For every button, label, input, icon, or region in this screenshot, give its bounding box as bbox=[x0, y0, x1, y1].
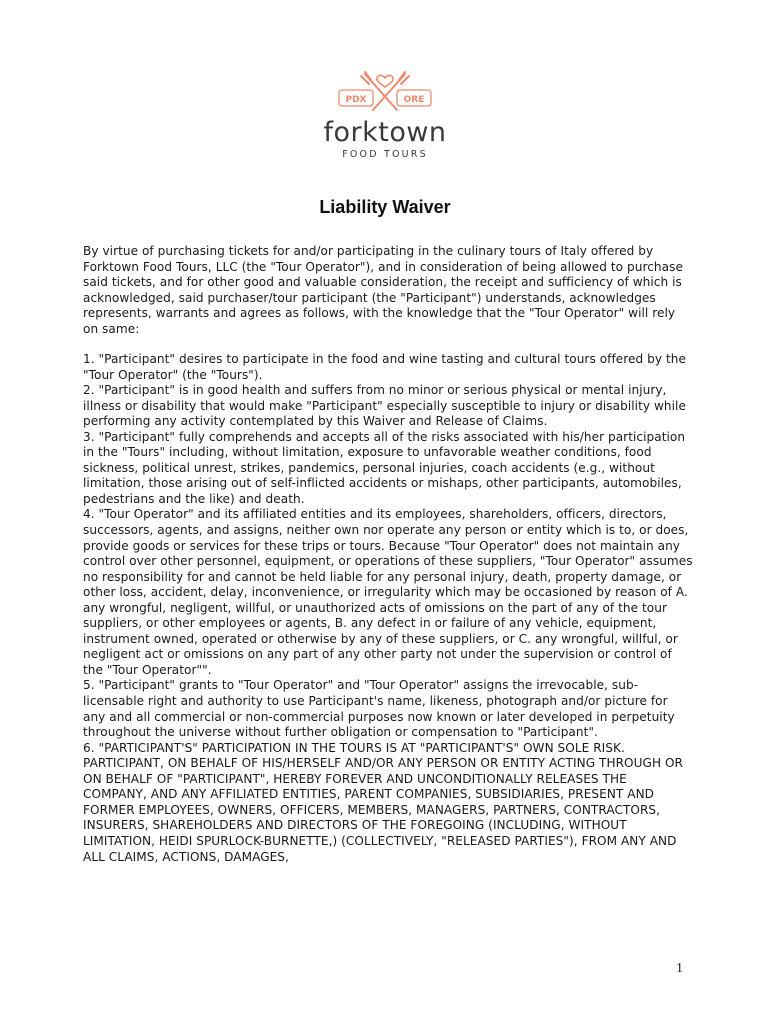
intro-text: By virtue of purchasing tickets for and/or participating in the culinary tours of Italy offered by Forktown Food Tours, LLC (the "Tour Operator"), and in consideration of being allowed to purchase said tickets, and for other good and valuable consideration, the receipt and sufficiency of which is acknowledged, said purchaser/tour participant (the "Participant") understands, acknowledges represents, warrants and agrees as follows, with the knowledge that the "Tour Operator" will rely on same: bbox=[83, 244, 683, 336]
clause-2: 2. "Participant" is in good health and suffers from no minor or serious physical or mental injury, illness or disability that would make "Participant" especially susceptible to injury or disability while performing any activity contemplated by this Waiver and Release of Claims. bbox=[83, 383, 686, 429]
brand-name: forktown bbox=[323, 117, 447, 148]
clause-6: 6. "PARTICIPANT'S" PARTICIPATION IN THE TOURS IS AT "PARTICIPANT'S" OWN SOLE RISK. PARTICIPANT, ON BEHALF OF HIS/HERSELF AND/OR ANY PERSON OR ENTITY ACTING THROUGH OR ON BEHALF OF "PARTICIPANT", HEREBY FOREVER AND UNCONDITIONALLY RELEASES THE COMPANY, AND ANY AFFILIATED ENTITIES, PARENT COMPANIES, SUBSIDIARIES, PRESENT AND FORMER EMPLOYEES, OWNERS, OFFICERS, MEMBERS, MANAGERS, PARTNERS, CONTRACTORS, INSURERS, SHAREHOLDERS AND DIRECTORS OF THE FOREGOING (INCLUDING, WITHOUT LIMITATION, HEIDI SPURLOCK-BURNETTE,) (COLLECTIVELY, "RELEASED PARTIES"), FROM ANY AND ALL CLAIMS, ACTIONS, DAMAGES, bbox=[83, 740, 684, 864]
page-number: 1 bbox=[676, 961, 683, 976]
clause-3: 3. "Participant" fully comprehends and accepts all of the risks associated with his/her participation in the "Tours" including, without limitation, exposure to unfavorable weather conditions, food sickness, political unrest, strikes, pandemics, personal injuries, coach accidents (e.g., without limitation, those arising out of self-inflicted accidents or mishaps, other participants, automobiles, pedestrians and the like) and death. bbox=[83, 429, 686, 506]
logo-tag-right: ORE bbox=[403, 95, 425, 105]
fork-heart-logo-icon bbox=[325, 64, 445, 112]
intro-paragraph bbox=[83, 244, 693, 337]
heart-icon bbox=[377, 75, 393, 87]
document-title: Liability Waiver bbox=[319, 197, 451, 217]
clause-1: 1. "Participant" desires to participate in the food and wine tasting and cultural tours offered by the "Tour Operator" (the "Tours"). bbox=[83, 352, 686, 382]
logo-tag-left: PDX bbox=[345, 95, 367, 105]
forktown-logo bbox=[0, 64, 770, 162]
clause-list bbox=[83, 352, 693, 865]
brand-subtitle: FOOD TOURS bbox=[342, 149, 428, 160]
clause-5: 5. "Participant" grants to "Tour Operator" and "Tour Operator" assigns the irrevocable, sub-licensable right and authority to use Participant's name, likeness, photograph and/or picture for any and all commercial or non-commercial purposes now known or later developed in perpetuity throughout the universe without further obligation or compensation to "Participant". bbox=[83, 678, 675, 740]
clause-4: 4. "Tour Operator" and its affiliated entities and its employees, shareholders, officers, directors, successors, agents, and assigns, neither own nor operate any person or entity which is to, or does, provide goods or services for these trips or tours. Because "Tour Operator" does not maintain any control over other personnel, equipment, or operations of these suppliers, "Tour Operator" assumes no responsibility for and cannot be held liable for any personal injury, death, property damage, or other loss, accident, delay, inconvenience, or irregularity which may be occasioned by reason of A. any wrongful, negligent, willful, or unauthorized acts of omissions on the part of any of the tour suppliers, or other employees or agents, B. any defect in or failure of any vehicle, equipment, instrument owned, operated or otherwise by any of these suppliers, or C. any wrongful, willful, or negligent act or omissions on any part of any other party not under the supervision or control of the "Tour Operator"". bbox=[83, 507, 693, 677]
